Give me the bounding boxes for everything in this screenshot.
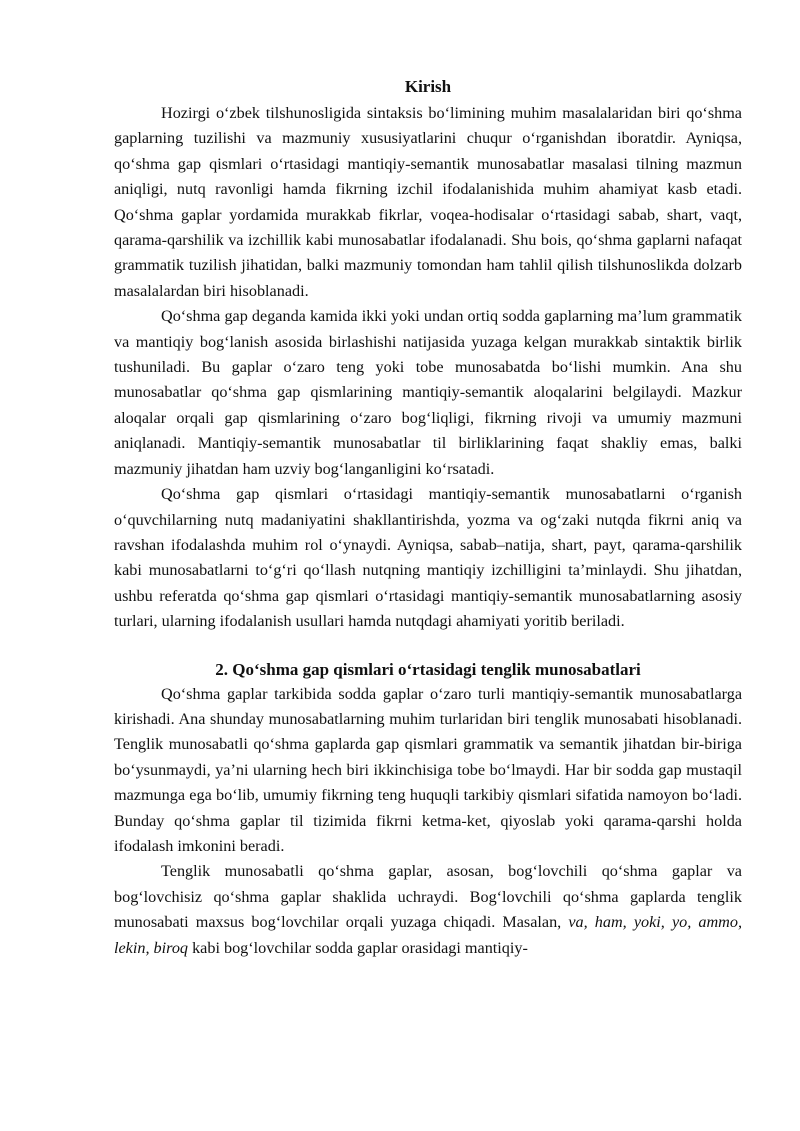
document-page — [114, 74, 742, 961]
section-2-paragraph-1: Qo‘shma gaplar tarkibida sodda gaplar o‘zaro turli mantiqiy-semantik munosabatlarga kirishadi. Ana shunday munosabatlarning muhim turlaridan biri tenglik munosabati hisoblanadi. Tenglik munosabatli qo‘shma gaplarda gap qismlari grammatik va semantik jihatdan bir-biriga bo‘ysunmaydi, ya’ni ularning hech biri ikkinchisiga tobe bo‘lmaydi. Har bir sodda gap mustaqil mazmunga ega bo‘lib, umumiy fikrning teng huquqli tarkibiy qismlari sifatida namoyon bo‘ladi. Bunday qo‘shma gaplar til tizimida fikrni ketma-ket, qiyoslab yoki qarama-qarshi holda ifodalash imkonini beradi. — [114, 684, 742, 855]
intro-paragraph-3: Qo‘shma gap qismlari o‘rtasidagi mantiqiy-semantik munosabatlarni o‘rganish o‘quvchilarning nutq madaniyatini shakllantirishda, yozma va og‘zaki nutqda fikrni aniq va ravshan ifodalashda muhim rol o‘ynaydi. Ayniqsa, sabab–natija, shart, payt, qarama-qarshilik kabi munosabatlarni to‘g‘ri qo‘llash nutqning mantiqiy izchilligini ta’minlaydi. Shu jihatdan, ushbu referatda qo‘shma gap qismlari o‘rtasidagi mantiqiy-semantik munosabatlarning asosiy turlari, ularning ifodalanish usullari hamda nutqdagi ahamiyati yoritib beriladi. — [114, 485, 742, 631]
paragraph-text-after: kabi bog‘lovchilar sodda gaplar orasidagi mantiqiy- — [188, 938, 528, 957]
conjunction-examples: va, ham, yoki, yo, ammo, lekin, biroq — [114, 913, 743, 957]
section-spacer — [114, 635, 742, 657]
paragraph-text-before: Tenglik munosabatli qo‘shma gaplar, asosan, bog‘lovchili qo‘shma gaplar va bog‘lovchisiz qo‘shma gaplar shaklida uchraydi. Bog‘lovchili qo‘shma gaplarda tenglik munosabati maxsus bog‘lovchilar orqali yuzaga chiqadi. Masalan, — [114, 862, 742, 932]
page-title: Kirish — [404, 77, 452, 96]
intro-paragraph-1: Hozirgi o‘zbek tilshunosligida sintaksis bo‘limining muhim masalalaridan biri qo‘shma gaplarning tuzilishi va mazmuniy xususiyatlarini chuqur o‘rganishdan iboratdir. Ayniqsa, qo‘shma gap qismlari o‘rtasidagi mantiqiy-semantik munosabatlar masalasi tilning mazmun aniqligi, nutq ravonligi hamda fikrning izchil ifodalanishida muhim ahamiyat kasb etadi. Qo‘shma gaplar yordamida murakkab fikrlar, voqea-hodisalar o‘rtasidagi sabab, shart, vaqt, qarama-qarshilik va izchillik kabi munosabatlar ifodalanadi. Shu bois, qo‘shma gaplarni nafaqat grammatik tuzilish jihatidan, balki mazmuniy tomondan ham tahlil qilish tilshunoslikda dolzarb masalalardan biri hisoblanadi. — [114, 104, 742, 300]
section-2-paragraph-2 — [114, 859, 742, 961]
intro-paragraph-2: Qo‘shma gap deganda kamida ikki yoki undan ortiq sodda gaplarning ma’lum grammatik va mantiqiy bog‘lanish asosida birlashishi natijasida yuzaga kelgan murakkab sintaktik birlik tushuniladi. Bu gaplar o‘zaro teng yoki tobe munosabatda bo‘lishi mumkin. Ana shu munosabatlar qo‘shma gap qismlarining mantiqiy-semantik aloqalarini belgilaydi. Mazkur aloqalar orqali gap qismlarining o‘zaro bog‘liqligi, fikrning rivoji va umumiy mazmuni aniqlanadi. Mantiqiy-semantik munosabatlar til birliklarining faqat shakliy emas, balki mazmuniy jihatdan ham uzviy bog‘langanligini ko‘rsatadi. — [114, 307, 742, 478]
section-2-heading: 2. Qo‘shma gap qismlari o‘rtasidagi tenglik munosabatlari — [215, 659, 641, 679]
